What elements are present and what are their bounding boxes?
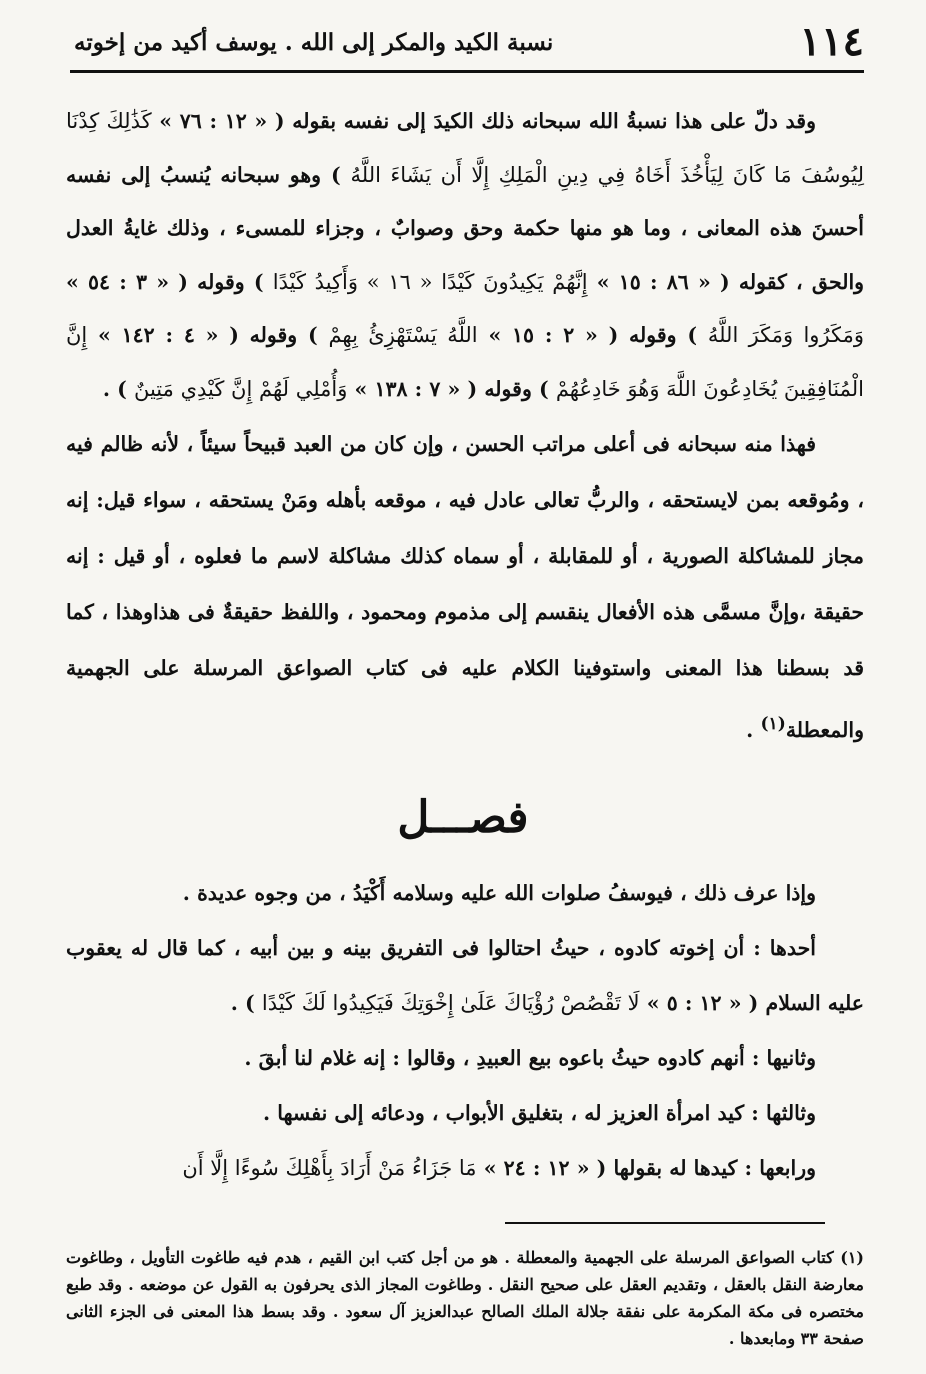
section-point-4: [66, 1141, 864, 1196]
running-title: نسبة الكيد والمكر إلى الله . يوسف أكيد من إخوته: [74, 28, 554, 56]
paragraph-1: [66, 95, 864, 416]
section-intro: وإذا عرف ذلك ، فيوسفُ صلوات الله عليه وسلامه أَكْيَدُ ، من وجوه عديدة .: [182, 881, 816, 905]
page-number: ١١٤: [799, 18, 864, 65]
text-run: أحدها : أن إخوته كادوه ، حيثُ احتالوا فى التفريق بينه و بين أبيه ، كما قال له يعقوب عليه السلام ( « ١٢ : ٥ »: [66, 936, 864, 1015]
text-run: فهذا منه سبحانه فى أعلى مراتب الحسن ، وإن كان من العبد قبيحاً سيئاً ، لأنه ظالم فيه ، ومُوقعه بمن لايستحقه ، والربُّ تعالى عادل فيه ، موقعه بأهله ومَنْ يستحقه ، سواء قيل: إنه مجاز للمشاكلة الصورية ، أو للمقابلة ، أو سماه كذلك مشاكلة لاسم ما فعلوه ، أو قيل : إنه حقيقة ،وإنَّ مسمَّى هذه الأفعال ينقسم إلى مذموم ومحمود ، واللفظ حقيقةٌ فى هذاوهذا ، كما قد بسطنا هذا المعنى واستوفينا الكلام عليه فى كتاب الصواعق المرسلة على الجهمية والمعطلة: [66, 432, 864, 742]
text-run: ) .: [230, 991, 255, 1015]
text-run: ) .: [102, 376, 127, 401]
footnote-rule: [505, 1222, 825, 1224]
quran-verse: وَمَكَرُوا وَمَكَرَ اللَّهُ: [707, 323, 865, 347]
text-run: .: [746, 717, 754, 742]
text-run: ) وقوله ( « ٣ : ٥٤ »: [66, 269, 264, 294]
text-run: ) وقوله ( « ٧ : ١٣٨ »: [354, 376, 549, 401]
text-run: وقد دلّ على هذا نسبةُ الله سبحانه ذلك الكيدَ إلى نفسه بقوله ( « ١٢ : ٧٦ »: [159, 109, 817, 133]
text-run: ) وقوله ( « ٤ : ١٤٢ »: [98, 323, 318, 347]
main-text: [66, 95, 864, 758]
quran-verse: اللَّهُ يَسْتَهْزِئُ بِهِمْ: [328, 323, 478, 347]
page-header: [74, 18, 864, 65]
footnotes: [66, 1244, 864, 1352]
section-point-1: [66, 921, 864, 1031]
quran-verse: لَا تَقْصُصْ رُؤْيَاكَ عَلَىٰ إِخْوَتِكَ فَيَكِيدُوا لَكَ كَيْدًا: [261, 991, 640, 1015]
section-title: فصـــل: [397, 792, 529, 843]
section-point-3: وثالثها : كيد امرأة العزيز له ، بتغليق الأبواب ، ودعائه إلى نفسها .: [262, 1101, 816, 1125]
text-run: ورابعها : كيدها له بقولها ( « ١٢ : ٢٤ »: [483, 1156, 816, 1180]
paragraph-2: [66, 416, 864, 758]
section-text: [66, 866, 864, 1196]
text-run: ) وقوله ( « ٢ : ١٥ »: [488, 323, 698, 347]
quran-verse: كَذَٰلِكَ كِدْنَا لِيُوسُفَ مَا كَانَ لِيَأْخُذَ أَخَاهُ فِي دِينِ الْمَلِكِ إِلَّا أَن يَشَاءَ اللَّهُ: [66, 109, 864, 187]
footnote-ref: (١): [760, 714, 786, 734]
quran-verse: وَأُمْلِي لَهُمْ إِنَّ كَيْدِي مَتِينٌ: [133, 376, 348, 401]
quran-verse: إِنَّهُمْ يَكِيدُونَ كَيْدًا « ١٦ » وَأَكِيدُ كَيْدًا: [272, 269, 588, 294]
footnote-1: (١) كتاب الصواعق المرسلة على الجهمية والمعطلة . هو من أجل كتب ابن القيم ، هدم فيه طاغوت التأويل ، وطاغوت معارضة النقل بالعقل ، وتقديم العقل على صحيح النقل . وطاغوت المجاز الذى يحرفون به القول عن موضعه . وقد طبع مختصره فى مكة المكرمة على نفقة جلالة الملك الصالح عبدالعزيز آل سعود . وقد بسط هذا المعنى فى الجزء الثانى صفحة ٣٣ ومابعدها .: [66, 1248, 864, 1348]
section-point-2: وثانيها : أنهم كادوه حيثُ باعوه بيع العبيدِ ، وقالوا : إنه غلام لنا أبقَ .: [244, 1046, 816, 1070]
text-run: ) وهو سبحانه يُنسبُ إلى نفسه أحسنَ هذه المعانى ، وما هو منها حكمة وحق وصوابٌ ، وجزاء للمسىء ، وذلك غايةُ العدل والحق ، كقوله ( « ٨٦ : ١٥ »: [66, 162, 865, 294]
quran-verse: مَا جَزَاءُ مَنْ أَرَادَ بِأَهْلِكَ سُوءًا إِلَّا أَن: [182, 1156, 477, 1180]
quran-verse: إِنَّ الْمُنَافِقِينَ يُخَادِعُونَ اللَّهَ وَهُوَ خَادِعُهُمْ: [66, 323, 864, 401]
header-rule: [70, 70, 864, 73]
